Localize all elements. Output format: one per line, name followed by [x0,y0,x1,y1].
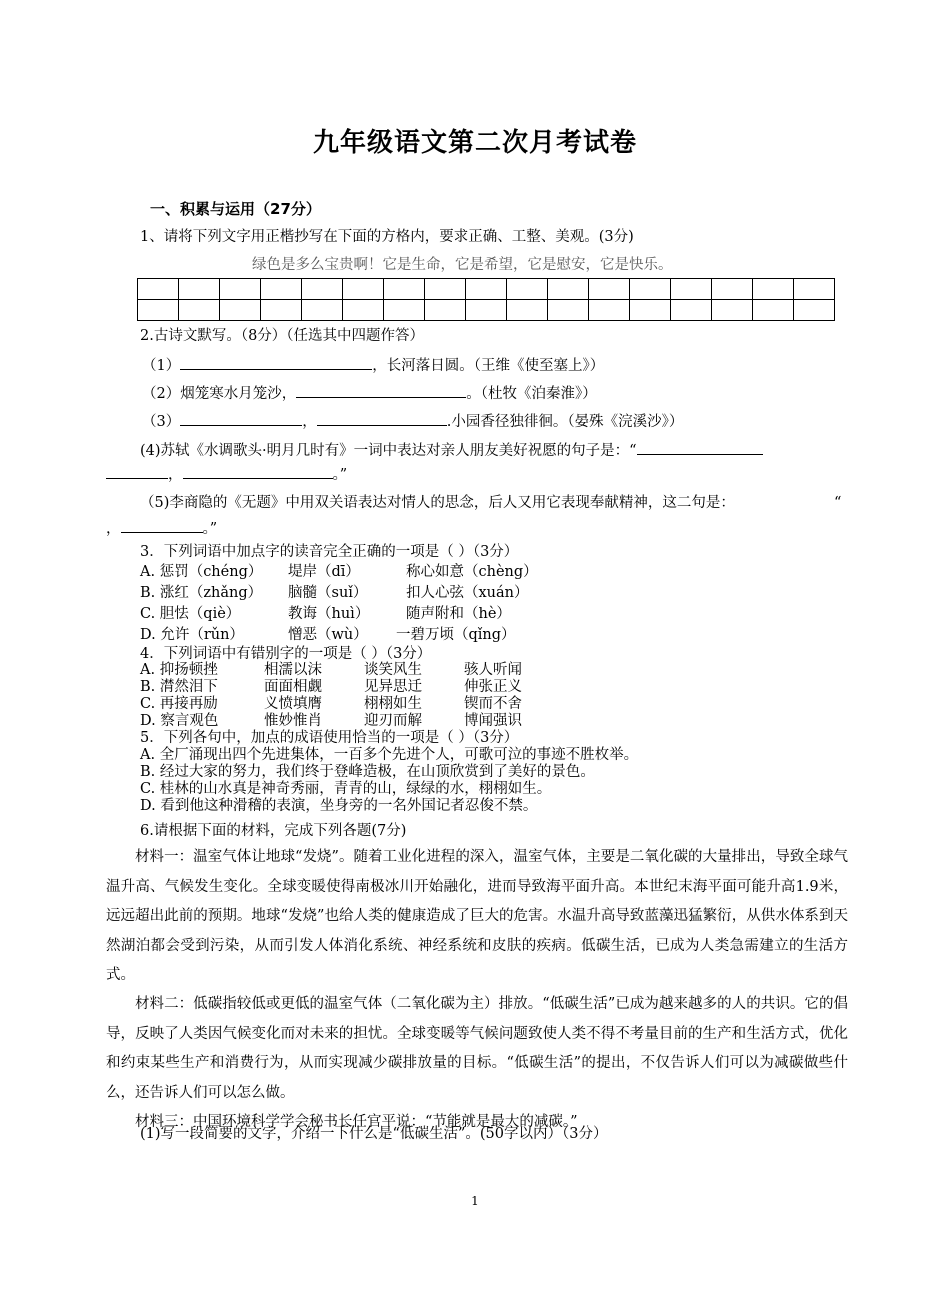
q4-option-c: C. 再接再励 义愤填膺 栩栩如生 锲而不舍 [140,696,522,712]
material-3: 材料三：中国环境科学学会秘书长任官平说：“节能就是最大的减碳。” [135,1114,578,1130]
q5-prompt: 5．下列各句中，加点的成语使用恰当的一项是（ ）（3分） [140,730,519,746]
q5-option-c: C. 桂林的山水真是神奇秀丽，青青的山，绿绿的水，栩栩如生。 [140,781,552,797]
material-1: 材料一：温室气体让地球“发烧”。随着工业化进程的深入，温室气体，主要是二氧化碳的大量排出，导致全球气温升高、气候发生变化。全球变暖使得南极冰川开始融化，进而导致海平面升高。本世纪末海平面可能升高1.9米，远远超出此前的预期。地球“发烧”也给人类的健康造成了巨大的危害。水温升高导致蓝藻迅猛繁衍，从供水体系到天然湖泊都会受到污染，从而引发人体消化系统、神经系统和皮肤的疾病。低碳生活，已成为人类急需建立的生活方式。 [106,849,848,983]
q6-prompt: 6.请根据下面的材料，完成下列各题(7分) [140,823,407,839]
q2-line-5: （5)李商隐的《无题》中用双关语表达对情人的思念，后人又用它表现奉献精神，这二句是： [140,495,735,511]
section-heading: 一、积累与运用（27分） [150,200,321,218]
q2-line-2: （2）烟笼寒水月笼沙， 。（杜牧《泊秦淮》） [142,383,597,403]
answer-blank[interactable] [183,464,333,479]
answer-blank[interactable] [180,411,302,426]
writing-grid[interactable] [137,278,835,321]
q2-line-4-cont: ， 。” [106,464,347,484]
q1-sample-text: 绿色是多么宝贵啊！它是生命，它是希望，它是慰安，它是快乐。 [252,257,673,273]
q5-option-d: D. 看到他这种滑稽的表演，坐身旁的一名外国记者忍俊不禁。 [140,798,538,814]
answer-blank[interactable] [106,464,168,479]
q2-line-5-cont: ， 。” [106,518,217,538]
q4-option-a: A. 抑扬顿挫 相濡以沫 谈笑风生 骇人听闻 [140,662,522,678]
q5-option-b: B. 经过大家的努力，我们终于登峰造极，在山顶欣赏到了美好的景色。 [140,764,595,780]
material-2: 材料二：低碳指较低或更低的温室气体（二氧化碳为主）排放。“低碳生活”已成为越来越多的人的共识。它的倡导，反映了人类因气候变化而对未来的担忧。全球变暖等气候问题致使人类不得不考量目前的生产和生活方式，优化和约束某些生产和消费行为，从而实现减少碳排放量的目标。“低碳生活”的提出，不仅告诉人们可以为减碳做些什么，还告诉人们可以怎么做。 [106,996,848,1101]
q3-option-b: B. 涨红（zhǎng） 脑髓（suǐ） 扣人心弦（xuán） [140,585,529,601]
page-title: 九年级语文第二次月考试卷 [312,128,637,158]
q4-option-d: D. 察言观色 惟妙惟肖 迎刃而解 博闻强识 [140,713,522,729]
answer-blank[interactable] [317,411,447,426]
answer-blank[interactable] [180,355,372,370]
answer-blank[interactable] [296,383,466,398]
q2-line-3: （3） ， .小园香径独徘徊。（晏殊《浣溪沙》） [142,411,683,431]
q1-prompt: 1、请将下列文字用正楷抄写在下面的方格内，要求正确、工整、美观。(3分) [140,229,634,245]
q2-line-5-quote: “ [834,495,842,511]
q3-option-c: C. 胆怯（qiè） 教诲（huì） 随声附和（hè） [140,606,511,622]
q6-sub-question-1: (1)写一段简要的文字，介绍一下什么是“低碳生活”。(50字以内）（3分） [140,1126,608,1142]
q2-prompt: 2.古诗文默写。（8分）（任选其中四题作答） [140,328,425,344]
q3-option-a: A. 惩罚（chéng） 堤岸（dī） 称心如意（chèng） [140,564,538,580]
q3-option-d: D. 允许（rǔn） 憎恶（wù） 一碧万顷（qǐng） [140,627,516,643]
q2-line-4: (4)苏轼《水调歌头·明月几时有》一词中表达对亲人朋友美好祝愿的句子是：“ [140,440,763,460]
q3-prompt: 3．下列词语中加点字的读音完全正确的一项是（ ）（3分） [140,544,519,560]
q5-option-a: A. 全厂涌现出四个先进集体，一百多个先进个人，可歌可泣的事迹不胜枚举。 [140,747,639,763]
q2-line-1: （1） ，长河落日圆。（王维《使至塞上》） [142,355,604,375]
answer-blank[interactable] [121,518,203,533]
page-number: 1 [471,1194,479,1208]
q4-option-b: B. 潸然泪下 面面相觑 见异思迁 伸张正义 [140,679,522,695]
q4-prompt: 4．下列词语中有错别字的一项是（ ）（3分） [140,646,432,662]
answer-blank[interactable] [637,440,763,455]
